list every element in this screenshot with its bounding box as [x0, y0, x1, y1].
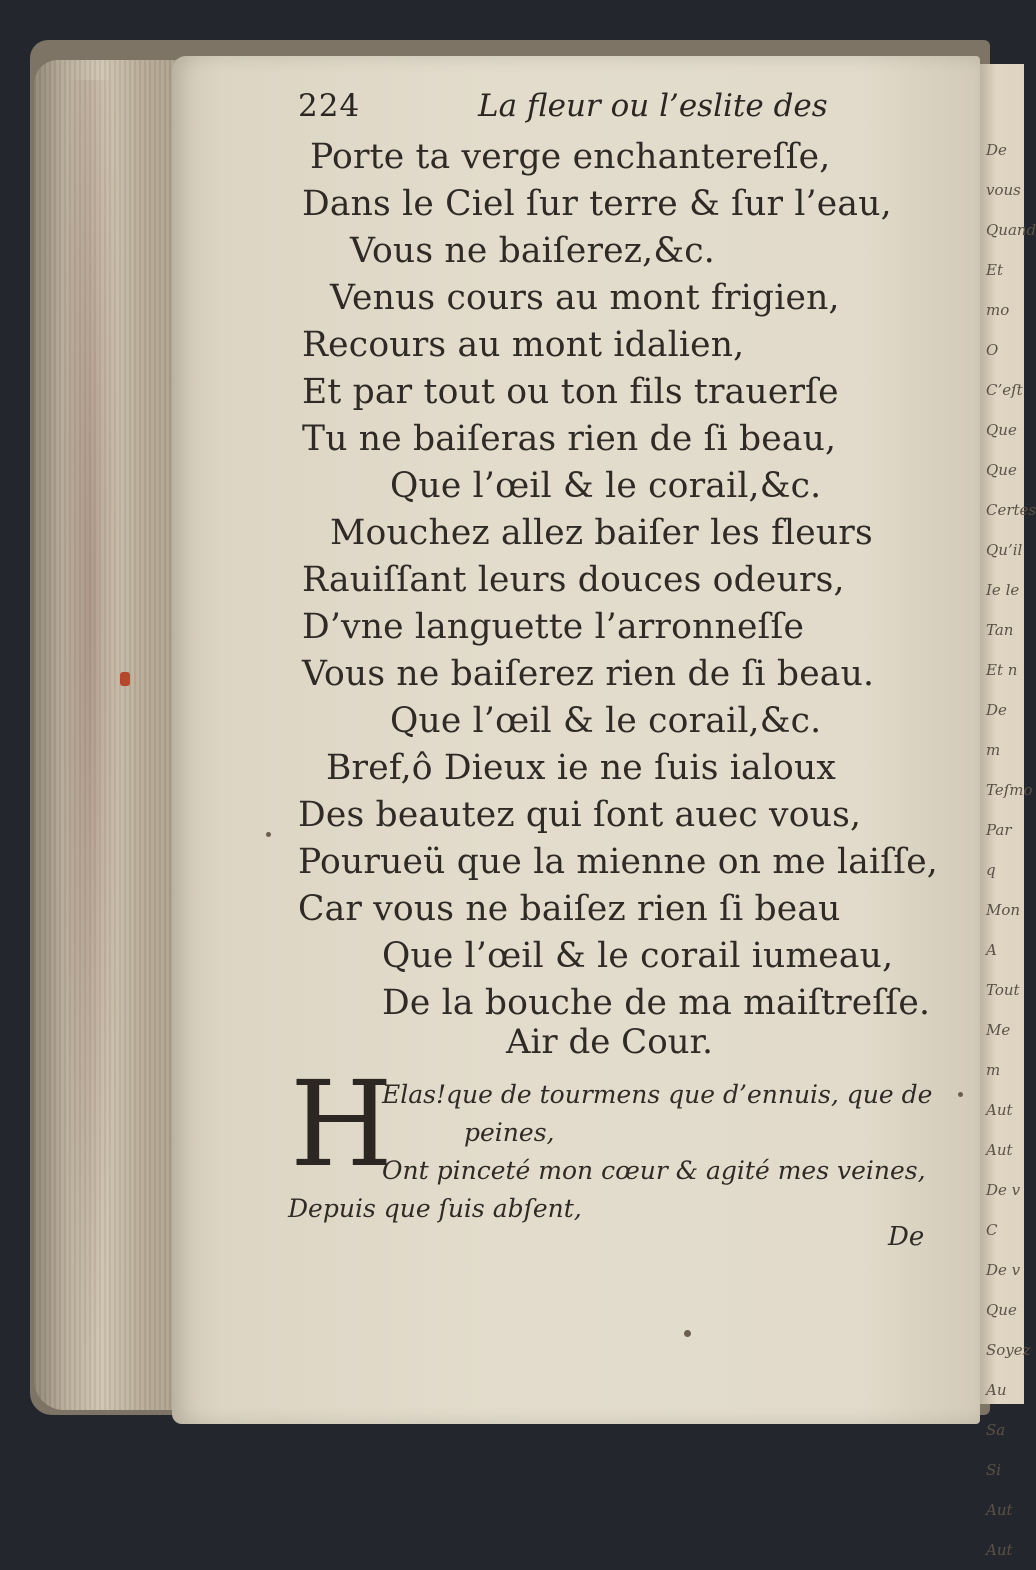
- facing-page-fragment: O: [986, 341, 999, 359]
- song-line: Ont pinceté mon cœur & agité mes veines,: [382, 1156, 926, 1185]
- paper-speck: [958, 1092, 963, 1097]
- song-line: Depuis que ſuis abſent,: [288, 1194, 582, 1223]
- facing-page-text: [986, 130, 1036, 1559]
- catchword: De: [888, 1222, 925, 1252]
- verse-line: De la bouche de ma maiſtreſſe.: [382, 983, 931, 1023]
- verse-line: Vous ne baiſerez rien de ſi beau.: [302, 654, 875, 694]
- facing-page-fragment: Aut: [986, 1541, 1013, 1559]
- facing-page-fragment: Teſmo: [986, 781, 1033, 799]
- facing-page-fragment: Quand: [986, 221, 1036, 239]
- facing-page-fragment: Sa: [986, 1421, 1006, 1439]
- red-marker: [120, 672, 130, 686]
- facing-page-fragment: Certes: [986, 501, 1036, 519]
- facing-page-fragment: Qu’il: [986, 541, 1023, 559]
- facing-page-fragment: De v: [986, 1181, 1021, 1199]
- facing-page-fragment: Et mo: [986, 261, 1010, 319]
- song-line: Elas!que de tourmens que d’ennuis, que de: [382, 1080, 933, 1109]
- facing-page-fragment: Que: [986, 421, 1017, 439]
- verse-line: Et par tout ou ton fils trauerſe: [302, 372, 839, 412]
- foxing-stain: [60, 80, 120, 1380]
- drop-cap: H: [290, 1055, 393, 1193]
- page-header: [298, 88, 858, 132]
- facing-page-fragment: De m: [986, 701, 1007, 759]
- facing-page-fragment: Au: [986, 1381, 1007, 1399]
- verse-line: Car vous ne baiſez rien ſi beau: [298, 889, 841, 929]
- paper-speck: [684, 1330, 691, 1337]
- facing-page-fragment: Aut: [986, 1101, 1013, 1119]
- verse-line: Des beautez qui ſont auec vous,: [298, 795, 862, 835]
- song-line: peines,: [464, 1118, 555, 1147]
- facing-page-fragment: Que: [986, 1301, 1017, 1319]
- facing-page-fragment: Que: [986, 461, 1017, 479]
- page-number: 224: [298, 88, 361, 124]
- running-title: La fleur ou l’eslite des: [478, 88, 828, 124]
- facing-page-fragment: Et n: [986, 661, 1018, 679]
- facing-page-fragment: C: [986, 1221, 998, 1239]
- facing-page-fragment: C’eſt: [986, 381, 1023, 399]
- facing-page-fragment: De v: [986, 1261, 1021, 1279]
- facing-page-fragment: Mon: [986, 901, 1021, 919]
- facing-page-fragment: De vous: [986, 141, 1021, 199]
- paper-speck: [266, 832, 271, 837]
- verse-line: Tu ne baiſeras rien de ſi beau,: [302, 419, 837, 459]
- facing-page-fragment: Si: [986, 1461, 1002, 1479]
- facing-page-fragment: A: [986, 941, 997, 959]
- verse-line: Pourueü que la mienne on me laiſſe,: [298, 842, 938, 882]
- verse-line: Rauiſſant leurs douces odeurs,: [302, 560, 845, 600]
- verse-line: Dans le Ciel ſur terre & ſur l’eau,: [302, 184, 892, 224]
- verse-line: Venus cours au mont frigien,: [330, 278, 840, 318]
- verse-line: Vous ne baiſerez,&c.: [350, 231, 715, 271]
- verse-line: Que l’œil & le corail,&c.: [390, 701, 822, 741]
- verse-line: Que l’œil & le corail,&c.: [390, 466, 822, 506]
- verse-line: Mouchez allez baiſer les fleurs: [330, 513, 873, 553]
- facing-page-fragment: Tout: [986, 981, 1020, 999]
- verse-line: Que l’œil & le corail iumeau,: [382, 936, 894, 976]
- verse-line: D’vne languette l’arronneſſe: [302, 607, 805, 647]
- section-title: Air de Cour.: [506, 1022, 713, 1062]
- verse-line: Recours au mont idalien,: [302, 325, 745, 365]
- facing-page-fragment: Aut: [986, 1501, 1013, 1519]
- verse-line: Bref,ô Dieux ie ne ſuis ialoux: [326, 748, 837, 788]
- verse-line: Porte ta verge enchantereſſe,: [310, 137, 831, 177]
- facing-page-fragment: Me m: [986, 1021, 1011, 1079]
- facing-page-fragment: Ie le: [986, 581, 1020, 599]
- facing-page-fragment: Aut: [986, 1141, 1013, 1159]
- facing-page-fragment: Par q: [986, 821, 1012, 879]
- facing-page-fragment: Soyez: [986, 1341, 1031, 1359]
- facing-page-fragment: Tan: [986, 621, 1014, 639]
